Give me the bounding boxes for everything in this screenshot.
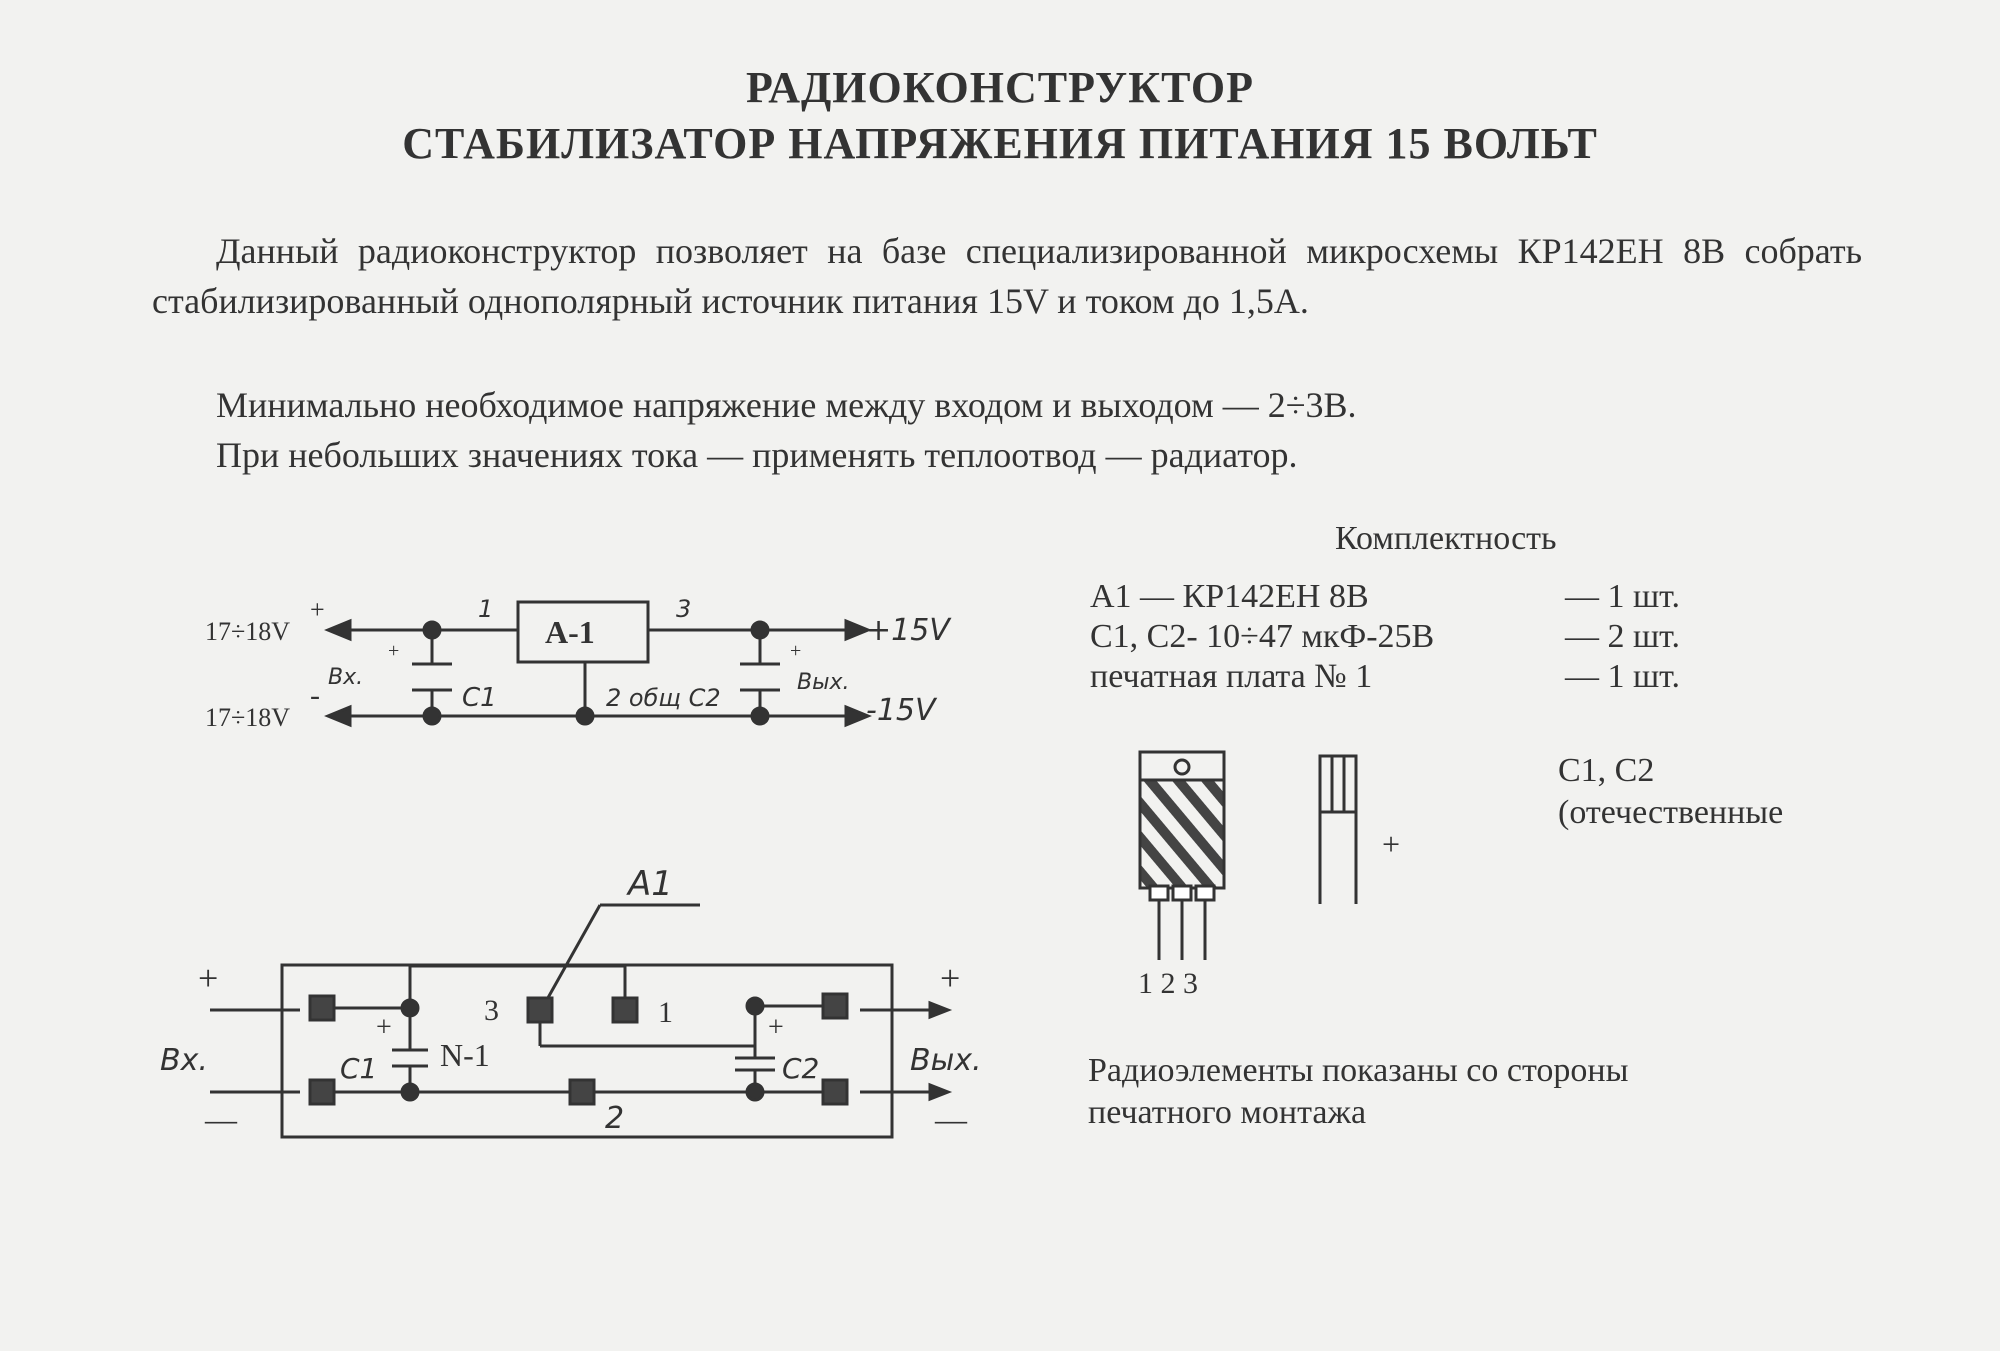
kit-item-qty: — 1 шт. [1565, 658, 1680, 695]
output-minus-arrow [846, 707, 868, 725]
input-plus-sign: + [310, 595, 325, 624]
pad-input-minus [310, 1080, 334, 1104]
output-plus-label: +15V [866, 613, 950, 648]
junction-dot [424, 622, 440, 638]
board-dot [402, 1000, 418, 1016]
pad-pin2 [570, 1080, 594, 1104]
document-subtitle: СТАБИЛИЗАТОР НАПРЯЖЕНИЯ ПИТАНИЯ 15 ВОЛЬТ [402, 119, 1598, 168]
board-output-plus: + [940, 958, 961, 998]
pad-pin1 [613, 998, 637, 1022]
regulator-chip-drawing [1140, 752, 1224, 960]
common-c2-label: 2 общ С2 [606, 684, 721, 712]
chip-body [1140, 780, 1224, 888]
kit-item-name: А1 — КР142ЕН 8В [1090, 578, 1369, 615]
kit-item-name: С1, С2- 10÷47 мкФ-25В [1090, 618, 1435, 655]
input-plus-voltage: 17÷18V [205, 617, 291, 646]
a1-leader-line [540, 905, 600, 1012]
c1-plus-sign: + [388, 640, 400, 662]
junction-dot [752, 622, 768, 638]
schematic-output-label: Вых. [797, 670, 850, 695]
board-pin3-label: 3 [484, 994, 499, 1027]
input-minus-sign: - [310, 679, 320, 712]
kit-item-name: печатная плата № 1 [1090, 658, 1373, 695]
output-minus-label: -15V [866, 693, 936, 728]
board-input-label: Вх. [160, 1043, 208, 1078]
board-dot [402, 1084, 418, 1100]
chip-pins-label: 1 2 3 [1138, 967, 1198, 1000]
mounting-note: Радиоэлементы показаны со стороны [1088, 1052, 1629, 1089]
pad-output-minus [823, 1080, 847, 1104]
min-voltage-paragraph: Минимально необходимое напряжение между входом и выходом — 2÷3В. [216, 385, 1357, 425]
board-outline [282, 965, 892, 1137]
pad-output-plus [823, 994, 847, 1018]
c1-label: С1 [462, 683, 497, 713]
pad-input-plus [310, 996, 334, 1020]
chip-pin3-label: 3 [676, 595, 692, 623]
chip-pin-foot [1150, 886, 1168, 900]
output-minus-arrow [930, 1085, 948, 1099]
chip-a1-label: А-1 [545, 614, 595, 650]
board-a1-label: А1 [628, 864, 673, 904]
board-dot [747, 998, 763, 1014]
chip-tab [1140, 752, 1224, 780]
circuit-schematic [328, 602, 868, 725]
board-pin1-label: 1 [658, 996, 673, 1029]
capacitor-drawing [1320, 756, 1356, 904]
board-dot [747, 1084, 763, 1100]
output-plus-arrow [930, 1003, 948, 1017]
input-minus-arrow [328, 707, 350, 725]
board-pin2-label: 2 [605, 1101, 625, 1136]
caps-label-note: (отечественные [1558, 794, 1784, 831]
intro-paragraph: Данный радиоконструктор позволяет на базе специализированной микросхемы КР142ЕН 8В собрать стабилизированный однополярный источник питания 15V и током до 1,5А. [152, 231, 1862, 321]
pad-pin3 [528, 998, 552, 1022]
schematic-input-label: Вх. [328, 665, 364, 690]
input-plus-arrow [328, 621, 350, 639]
board-input-minus: — [205, 1101, 237, 1137]
mounting-note-cont: печатного монтажа [1088, 1094, 1367, 1131]
kit-item-qty: — 1 шт. [1565, 578, 1680, 615]
chip-pin-foot [1196, 886, 1214, 900]
heatsink-paragraph: При небольших значениях тока — применять теплоотвод — радиатор. [216, 435, 1298, 475]
board-output-minus: — [935, 1101, 967, 1137]
board-output-label: Вых. [910, 1043, 982, 1078]
board-c2-plus: + [768, 1012, 784, 1043]
board-c1-label: С1 [340, 1052, 378, 1085]
board-n1-label: N-1 [440, 1037, 490, 1073]
junction-dot [752, 708, 768, 724]
chip-pin1-label: 1 [478, 595, 494, 623]
junction-dot [577, 708, 593, 724]
input-minus-voltage: 17÷18V [205, 703, 291, 732]
junction-dot [424, 708, 440, 724]
kit-title: Комплектность [1335, 520, 1557, 557]
board-input-plus: + [198, 958, 219, 998]
caps-label: С1, С2 [1558, 752, 1655, 789]
document-title: РАДИОКОНСТРУКТОР [746, 63, 1254, 112]
board-c2-label: С2 [782, 1052, 820, 1085]
output-plus-arrow [846, 621, 868, 639]
c2-plus-sign: + [790, 640, 802, 662]
capacitor-plus-sign: + [1382, 826, 1401, 862]
board-c1-plus: + [376, 1012, 392, 1043]
kit-item-qty: — 2 шт. [1565, 618, 1680, 655]
pcb-board [210, 905, 948, 1137]
capacitor-body-top [1320, 756, 1356, 812]
chip-pin-foot [1173, 886, 1191, 900]
